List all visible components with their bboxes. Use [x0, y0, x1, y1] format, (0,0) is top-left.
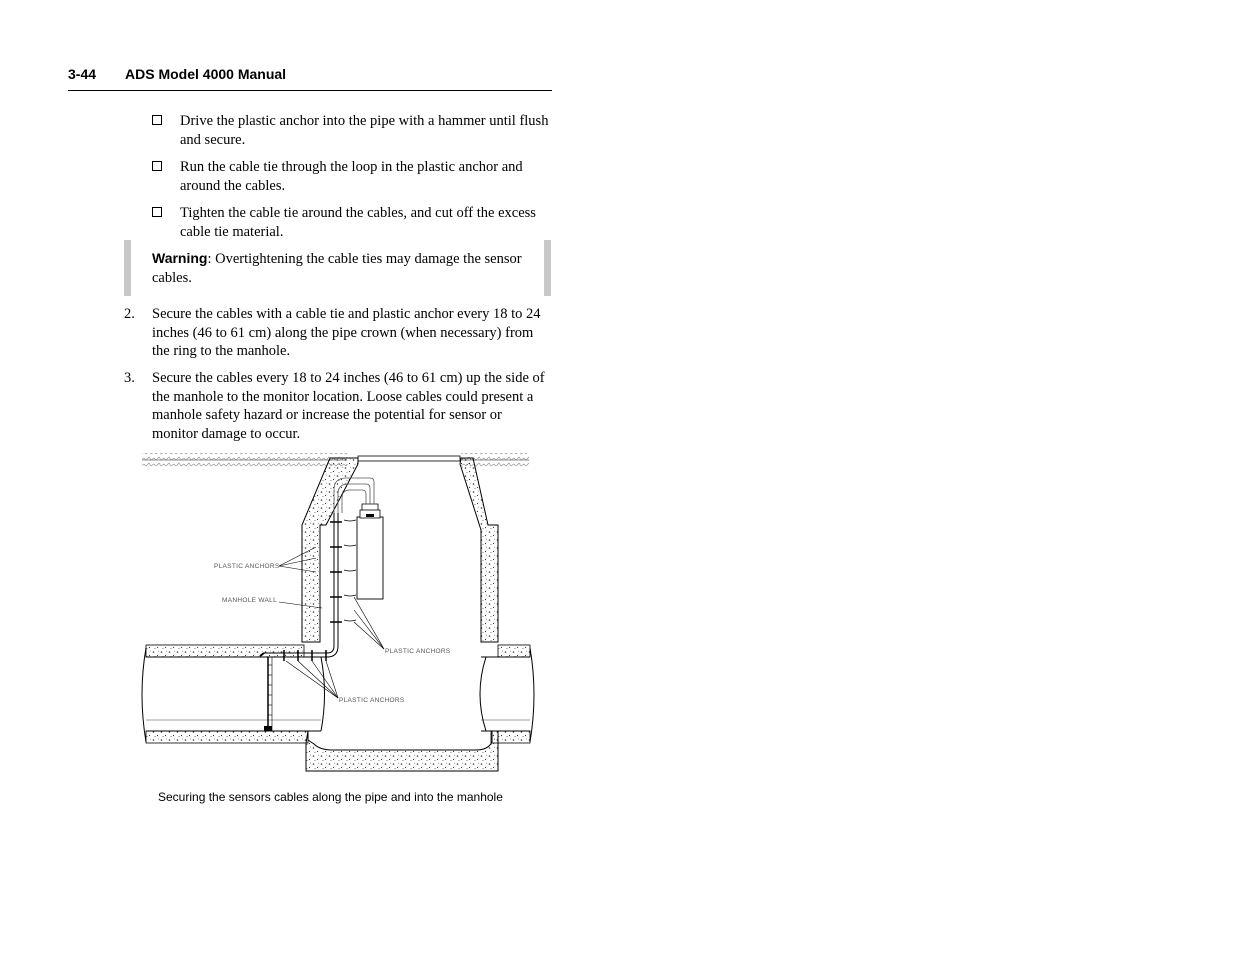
checklist-item-text: Run the cable tie through the loop in the plastic anchor and around the cables. [180, 159, 523, 194]
step-text: Secure the cables every 18 to 24 inches (46 to 61 cm) up the side of the manhole to the monitor location. Loose cables could present a manhole safety hazard or increase the potential for sensor or monitor damage to occur. [152, 370, 545, 442]
incoming-pipe [142, 645, 325, 743]
step-text: Secure the cables with a cable tie and plastic anchor every 18 to 24 inches (46 to 61 cm) along the pipe crown (when necessary) from the ring to the manhole. [152, 306, 541, 359]
label-manhole-wall: MANHOLE WALL [222, 597, 278, 604]
checkbox-icon [152, 207, 162, 217]
warning-label: Warning [152, 250, 208, 266]
label-plastic-anchors-pipe: PLASTIC ANCHORS [339, 697, 405, 704]
checkbox-icon [152, 115, 162, 125]
manhole-diagram [136, 450, 536, 775]
outgoing-pipe [480, 645, 534, 743]
step-number: 2. [124, 306, 135, 322]
figure-caption: Securing the sensors cables along the pipe and into the manhole [158, 790, 503, 804]
page-header [68, 66, 552, 91]
warning-note [124, 240, 551, 296]
label-plastic-anchors-wall: PLASTIC ANCHORS [214, 563, 280, 570]
checkbox-icon [152, 161, 162, 171]
checklist-item-text: Tighten the cable tie around the cables, and cut off the excess cable tie material. [180, 205, 536, 240]
warning-bar-left [124, 240, 131, 296]
manhole-walls [302, 456, 498, 642]
manhole-floor [306, 731, 498, 771]
manual-title: ADS Model 4000 Manual [125, 66, 287, 82]
label-plastic-anchors-monitor: PLASTIC ANCHORS [385, 648, 451, 655]
warning-body [152, 249, 522, 287]
step-number: 3. [124, 370, 135, 386]
warning-text: : Overtightening the cable ties may damage the sensor cables. [152, 251, 522, 286]
flow-monitor [357, 504, 383, 599]
page-number: 3-44 [68, 66, 97, 82]
checklist-item-text: Drive the plastic anchor into the pipe with a hammer until flush and secure. [180, 113, 549, 148]
warning-bar-right [544, 240, 551, 296]
